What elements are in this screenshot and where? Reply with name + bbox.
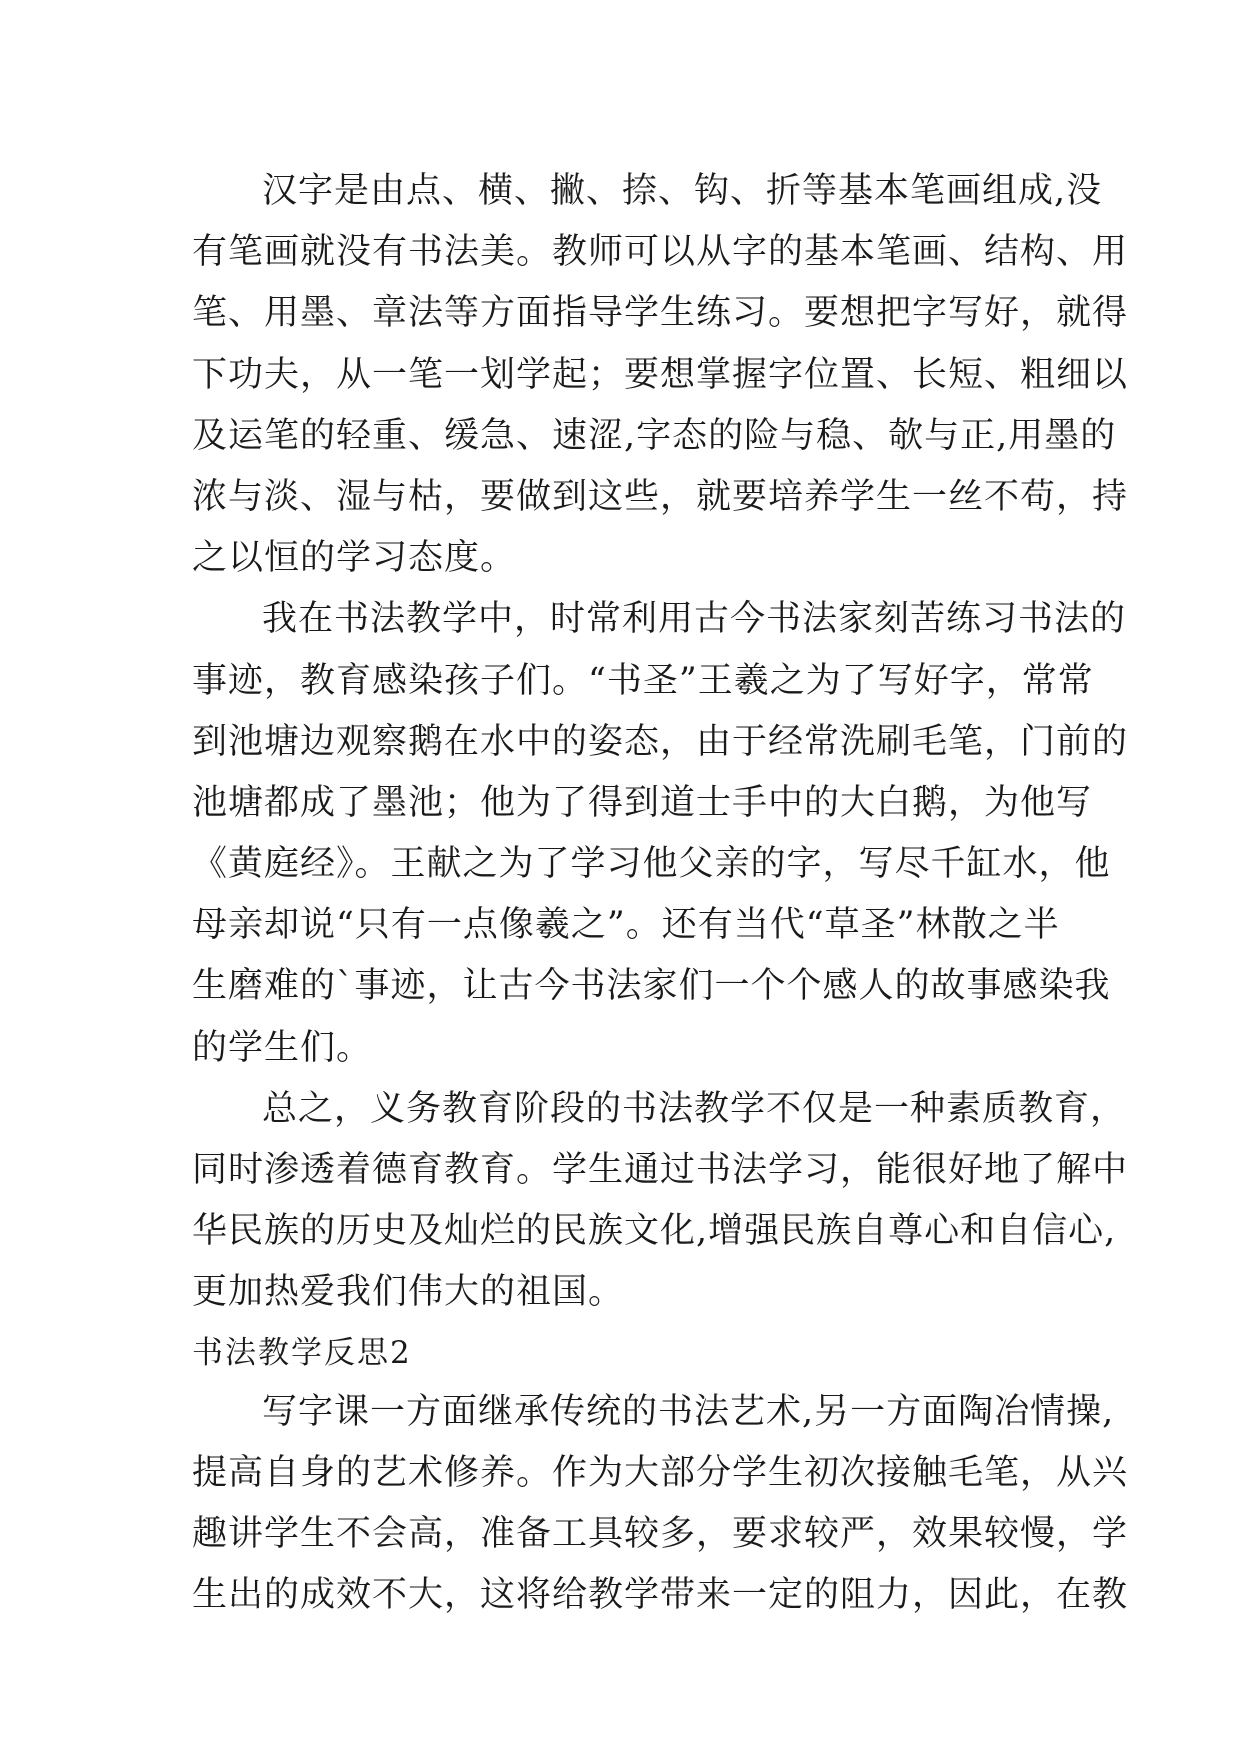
text-line: 下功夫，从一笔一划学起；要想掌握字位置、长短、粗细以 xyxy=(192,354,1129,395)
text-line: 提高自身的艺术修养。作为大部分学生初次接触毛笔，从兴 xyxy=(192,1452,1129,1493)
text-line: 及运笔的轻重、缓急、速涩,字态的险与稳、欹与正,用墨的 xyxy=(192,415,1117,456)
text-line: 池塘都成了墨池；他为了得到道士手中的大白鹅，为他写 xyxy=(192,782,1093,823)
text-line: 我在书法教学中，时常利用古今书法家刻苦练习书法的 xyxy=(262,599,1127,640)
paragraph-4 xyxy=(192,1382,1129,1627)
text-line: 到池塘边观察鹅在水中的姿态，由于经常洗刷毛笔，门前的 xyxy=(192,721,1129,762)
paragraph-2 xyxy=(192,589,1129,1079)
text-line: 母亲却说“只有一点像羲之”。还有当代“草圣”林散之半 xyxy=(192,905,1060,946)
text-line: 同时渗透着德育教育。学生通过书法学习，能很好地了解中 xyxy=(192,1150,1129,1190)
document-page xyxy=(192,161,1129,1626)
paragraph-3 xyxy=(192,1079,1129,1324)
section-heading: 书法教学反思2 xyxy=(192,1334,412,1371)
text-line: 浓与淡、湿与枯，要做到这些，就要培养学生一丝不苟，持 xyxy=(192,476,1129,517)
text-line: 写字课一方面继承传统的书法艺术,另一方面陶冶情操, xyxy=(262,1391,1115,1432)
text-line: 生出的成效不大，这将给教学带来一定的阻力，因此，在教 xyxy=(192,1575,1129,1616)
text-line: 事迹，教育感染孩子们。“书圣”王羲之为了写好字，常常 xyxy=(192,660,1094,701)
text-line: 汉字是由点、横、撇、捺、钩、折等基本笔画组成,没 xyxy=(262,171,1103,211)
text-line: 《黄庭经》。王献之为了学习他父亲的字，写尽千缸水，他 xyxy=(192,844,1111,885)
text-line: 之以恒的学习态度。 xyxy=(192,538,517,579)
text-line: 的学生们。 xyxy=(192,1027,373,1068)
text-line: 更加热爱我们伟大的祖国。 xyxy=(192,1272,625,1313)
text-line: 趣讲学生不会高，准备工具较多，要求较严，效果较慢，学 xyxy=(192,1513,1129,1554)
text-line: 有笔画就没有书法美。教师可以从字的基本笔画、结构、用 xyxy=(192,232,1129,273)
text-line: 总之，义务教育阶段的书法教学不仅是一种素质教育， xyxy=(262,1088,1127,1129)
text-line: 笔、用墨、章法等方面指导学生练习。要想把字写好，就得 xyxy=(192,293,1129,334)
text-line: 华民族的历史及灿烂的民族文化,增强民族自尊心和自信心, xyxy=(192,1211,1117,1252)
text-line: 生磨难的`事迹，让古今书法家们一个个感人的故事感染我 xyxy=(192,966,1111,1007)
paragraph-1 xyxy=(192,161,1129,589)
